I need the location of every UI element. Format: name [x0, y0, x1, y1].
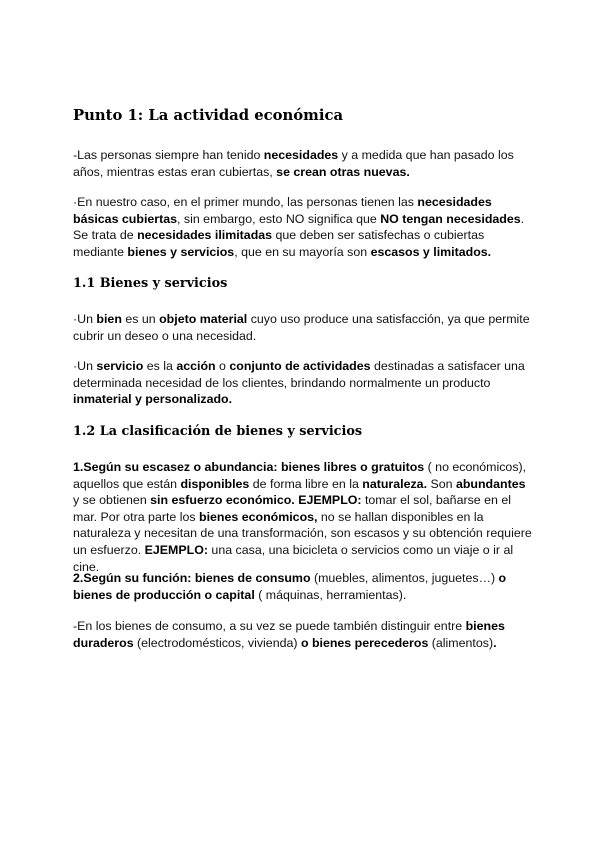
servicio-definition-paragraph: ·Un servicio es la acción o conjunto de actividades destinadas a satisfacer una determinada necesidad de los clientes, brindando normalmente un producto inmaterial y personalizado.: [73, 359, 525, 407]
section-heading-bienes-servicios: 1.1 Bienes y servicios: [73, 276, 228, 291]
section-heading-clasificacion: 1.2 La clasificación de bienes y servicios: [73, 424, 363, 439]
classification-funcion-paragraph: 2.Según su función: bienes de consumo (muebles, alimentos, juguetes…) o bienes de producción o capital ( máquinas, herramientas).: [73, 571, 507, 602]
classification-escasez-paragraph: 1.Según su escasez o abundancia: bienes libres o gratuitos ( no económicos), aquellos que están disponibles de forma libre en la naturaleza. Son abundantes y se obtienen sin esfuerzo económico. EJEMPLO: tomar el sol, bañarse en el mar. Por otra parte los bienes económicos, no se hallan disponibles en la naturaleza y necesitan de una transformación, son escasos y su obtención requiere un esfuerzo. EJEMPLO: una casa, una bicicleta o servicios como un viaje o ir al cine.: [73, 460, 532, 574]
page-title: Punto 1: La actividad económica: [73, 107, 344, 124]
intro-paragraph-1: -Las personas siempre han tenido necesidades y a medida que han pasado los años, mientras estas eran cubiertas, se crean otras nuevas.: [73, 148, 514, 179]
bienes-consumo-paragraph: -En los bienes de consumo, a su vez se puede también distinguir entre bienes duraderos (electrodomésticos, vivienda) o bienes perecederos (alimentos).: [73, 619, 505, 650]
bien-definition-paragraph: ·Un bien es un objeto material cuyo uso produce una satisfacción, ya que permite cubrir un deseo o una necesidad.: [73, 312, 530, 343]
intro-paragraph-2: ·En nuestro caso, en el primer mundo, las personas tienen las necesidades básicas cubiertas, sin embargo, esto NO significa que NO tengan necesidades. Se trata de necesidades ilimitadas que deben ser satisfechas o cubiertas mediante bienes y servicios, que en su mayoría son escasos y limitados.: [73, 195, 525, 259]
